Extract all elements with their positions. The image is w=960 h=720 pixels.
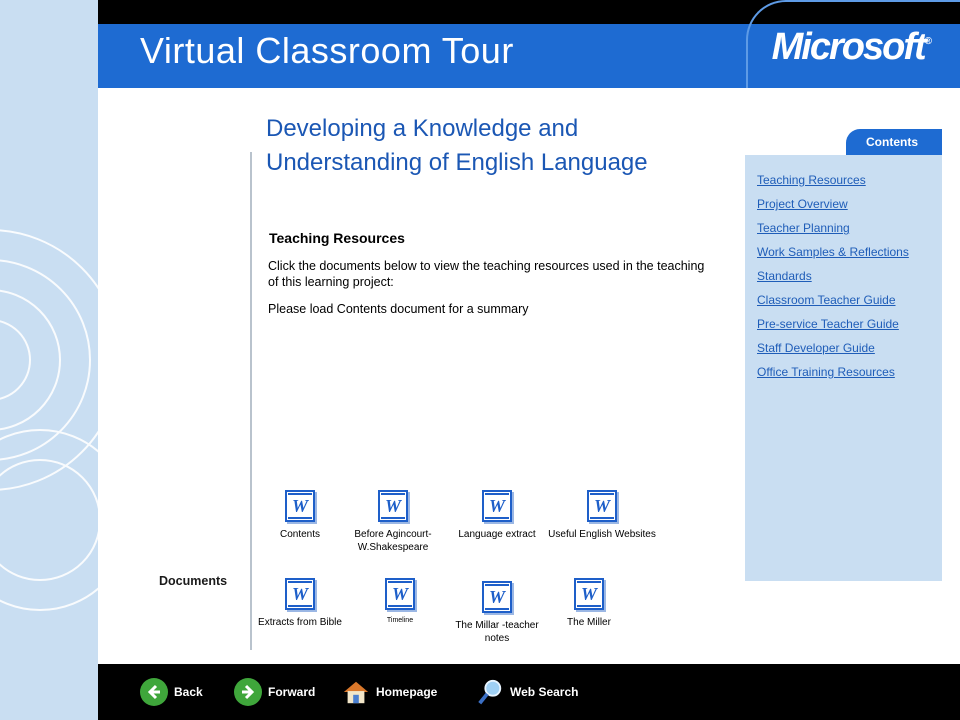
page-title: Developing a Knowledge and Understanding of English Language <box>266 115 648 176</box>
homepage-label: Homepage <box>376 685 438 699</box>
word-document-icon: W <box>285 490 315 522</box>
doc-label: Timeline <box>386 617 414 624</box>
documents-label: Documents <box>159 574 228 588</box>
back-label: Back <box>174 685 203 699</box>
word-document-icon: W <box>482 581 512 613</box>
word-document-icon: W <box>587 490 617 522</box>
doc-label: The Miller <box>567 617 611 628</box>
microsoft-logo <box>772 26 932 69</box>
forward-label: Forward <box>268 685 316 699</box>
forward-button[interactable] <box>234 678 315 706</box>
contents-panel <box>745 155 942 581</box>
concentric-rings-decoration <box>0 0 98 720</box>
link-staff-developer-guide[interactable]: Staff Developer Guide <box>757 341 875 355</box>
contents-link-list <box>745 155 942 387</box>
link-preservice-teacher-guide[interactable]: Pre-service Teacher Guide <box>757 317 899 331</box>
word-document-icon: W <box>378 490 408 522</box>
link-project-overview[interactable]: Project Overview <box>757 197 848 211</box>
doc-label: Extracts from Bible <box>258 617 342 628</box>
link-teacher-planning[interactable]: Teacher Planning <box>757 221 850 235</box>
doc-label: Language extract <box>458 529 536 540</box>
brand-name: Microsoft <box>771 26 925 68</box>
back-arrow-icon <box>140 678 168 706</box>
doc-useful-english-websites[interactable] <box>547 490 657 541</box>
forward-arrow-icon <box>234 678 262 706</box>
doc-before-agincourt[interactable] <box>338 490 448 554</box>
back-button[interactable] <box>140 678 203 706</box>
section-heading: Teaching Resources <box>269 230 405 246</box>
word-document-icon: W <box>385 578 415 610</box>
doc-label: Contents <box>279 529 321 540</box>
word-document-icon: W <box>574 578 604 610</box>
registered-mark: ® <box>924 36 932 47</box>
link-classroom-teacher-guide[interactable]: Classroom Teacher Guide <box>757 293 896 307</box>
vertical-divider <box>250 152 252 650</box>
homepage-button[interactable] <box>342 678 437 706</box>
link-teaching-resources[interactable]: Teaching Resources <box>757 173 866 187</box>
link-work-samples[interactable]: Work Samples & Reflections <box>757 245 909 259</box>
word-document-icon: W <box>285 578 315 610</box>
doc-label: Useful English Websites <box>548 529 656 540</box>
doc-the-miller[interactable] <box>534 578 644 629</box>
doc-label: The Millar -teacher notes <box>455 620 539 644</box>
doc-language-extract[interactable] <box>442 490 552 541</box>
header-banner <box>98 0 960 88</box>
web-search-label: Web Search <box>510 685 579 699</box>
summary-note: Please load Contents document for a summary <box>268 302 529 316</box>
word-document-icon: W <box>482 490 512 522</box>
left-decorative-panel <box>0 0 98 720</box>
app-title: Virtual Classroom Tour <box>140 30 514 71</box>
doc-timeline[interactable] <box>345 578 455 625</box>
web-search-button[interactable] <box>476 678 578 706</box>
home-icon <box>342 678 370 706</box>
bottom-navigation-bar <box>98 664 960 720</box>
doc-label: Before Agincourt- W.Shakespeare <box>354 529 432 553</box>
contents-tab <box>846 129 942 155</box>
contents-tab-label: Contents <box>866 135 918 149</box>
link-office-training-resources[interactable]: Office Training Resources <box>757 365 895 379</box>
link-standards[interactable]: Standards <box>757 269 812 283</box>
intro-text: Click the documents below to view the teaching resources used in the teaching of this learning project: <box>268 259 705 289</box>
magnifier-icon <box>476 678 504 706</box>
doc-extracts-from-bible[interactable] <box>245 578 355 629</box>
